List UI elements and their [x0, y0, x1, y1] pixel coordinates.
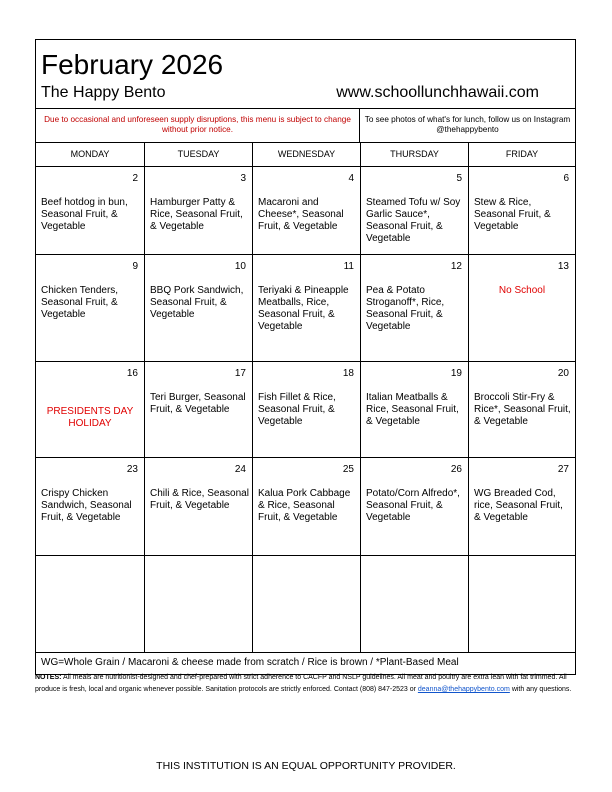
- day-cell: [36, 362, 145, 457]
- instagram-notice: To see photos of what's for lunch, follow us on Instagram @thehappybento: [364, 115, 571, 134]
- day-number: 19: [450, 368, 462, 379]
- day-cell: [145, 362, 253, 457]
- week-row: [36, 167, 575, 255]
- meal-description: WG Breaded Cod, rice, Seasonal Fruit, & Vegetable: [474, 488, 563, 523]
- day-cell: [145, 255, 253, 361]
- meal-description: Beef hotdog in bun, Seasonal Fruit, & Vegetable: [41, 197, 128, 232]
- notes-tail: with any questions.: [511, 686, 572, 693]
- day-number: 6: [563, 173, 569, 184]
- week-row: [36, 255, 575, 362]
- weekday-thursday: THURSDAY: [361, 143, 469, 166]
- equal-opportunity-statement: THIS INSTITUTION IS AN EQUAL OPPORTUNITY PROVIDER.: [156, 760, 456, 772]
- day-number: 20: [557, 368, 569, 379]
- holiday-label: PRESIDENTS DAY HOLIDAY: [46, 406, 134, 429]
- meal-description: Macaroni and Cheese*, Seasonal Fruit, & Vegetable: [258, 197, 344, 232]
- notice-row: [36, 109, 575, 143]
- meal-description: BBQ Pork Sandwich, Seasonal Fruit, & Vegetable: [150, 285, 244, 320]
- day-cell: [36, 255, 145, 361]
- day-cell: [469, 362, 575, 457]
- day-number: 24: [234, 464, 246, 475]
- meal-description: Potato/Corn Alfredo*, Seasonal Fruit, & Vegetable: [366, 488, 460, 523]
- day-number: 27: [557, 464, 569, 475]
- day-cell: [253, 458, 361, 555]
- website-url: www.schoollunchhawaii.com: [336, 84, 539, 101]
- day-number: 11: [343, 261, 354, 272]
- meal-description: Crispy Chicken Sandwich, Seasonal Fruit, & Vegetable: [41, 488, 132, 523]
- empty-day-cell: [253, 556, 361, 652]
- meal-description: Chili & Rice, Seasonal Fruit, & Vegetable: [150, 488, 249, 511]
- day-cell: [36, 458, 145, 555]
- notes-label: NOTES:: [35, 674, 62, 681]
- meal-description: Hamburger Patty & Rice, Seasonal Fruit, & Vegetable: [150, 197, 243, 232]
- supply-disruption-notice: Due to occasional and unforeseen supply disruptions, this menu is subject to change without prior notice.: [36, 109, 360, 142]
- company-name: The Happy Bento: [41, 84, 166, 101]
- empty-day-cell: [361, 556, 469, 652]
- meal-description: Pea & Potato Stroganoff*, Rice, Seasonal Fruit, & Vegetable: [366, 285, 445, 332]
- day-number: 13: [557, 261, 569, 272]
- menu-legend: WG=Whole Grain / Macaroni & cheese made from scratch / Rice is brown / *Plant-Based Meal: [41, 657, 459, 668]
- day-number: 9: [132, 261, 138, 272]
- meal-description: Italian Meatballs & Rice, Seasonal Fruit, & Vegetable: [366, 392, 459, 427]
- day-number: 2: [132, 173, 138, 184]
- weekday-wednesday: WEDNESDAY: [253, 143, 361, 166]
- day-cell: [145, 167, 253, 254]
- day-number: 23: [126, 464, 138, 475]
- day-cell: [469, 458, 575, 555]
- day-number: 25: [342, 464, 354, 475]
- day-cell: [253, 362, 361, 457]
- week-row: [36, 458, 575, 556]
- menu-calendar: [35, 39, 576, 675]
- meal-description: Fish Fillet & Rice, Seasonal Fruit, & Vegetable: [258, 392, 336, 427]
- day-cell: [469, 167, 575, 254]
- day-number: 18: [342, 368, 354, 379]
- empty-day-cell: [469, 556, 575, 652]
- day-cell: [36, 167, 145, 254]
- empty-day-cell: [36, 556, 145, 652]
- day-number: 4: [348, 173, 354, 184]
- day-cell: [361, 458, 469, 555]
- empty-day-cell: [145, 556, 253, 652]
- day-number: 12: [450, 261, 462, 272]
- weekday-header-row: [36, 143, 575, 167]
- meal-description: Broccoli Stir-Fry & Rice*, Seasonal Fruit, & Vegetable: [474, 392, 571, 427]
- meal-description: Teri Burger, Seasonal Fruit, & Vegetable: [150, 392, 246, 415]
- menu-header: [36, 40, 575, 109]
- weekday-tuesday: TUESDAY: [145, 143, 253, 166]
- week-row: [36, 362, 575, 458]
- day-cell: [469, 255, 575, 361]
- page-title: February 2026: [41, 49, 224, 80]
- meal-description: Stew & Rice, Seasonal Fruit, & Vegetable: [474, 197, 551, 232]
- notes-text: All meals are nutritionist-designed and chef-prepared with strict adherence to CACFP and NSLP guidelines. All meat and poultry are extra lean with fat trimmed. All produce is fresh, local and organic whenever possible. Sanitation protocols are strictly enforced. Contact (808) 847-2523 or: [35, 674, 567, 693]
- meal-description: Steamed Tofu w/ Soy Garlic Sauce*, Seasonal Fruit, & Vegetable: [366, 197, 461, 244]
- day-number: 16: [126, 368, 138, 379]
- day-cell: [361, 167, 469, 254]
- day-cell: [145, 458, 253, 555]
- day-number: 10: [234, 261, 246, 272]
- meal-description: Chicken Tenders, Seasonal Fruit, & Vegetable: [41, 285, 119, 320]
- day-number: 3: [240, 173, 246, 184]
- notes-section: [35, 672, 580, 696]
- day-cell: [253, 255, 361, 361]
- contact-email-link[interactable]: deanna@thehappybento.com: [417, 686, 510, 693]
- meal-description: Teriyaki & Pineapple Meatballs, Rice, Seasonal Fruit, & Vegetable: [258, 285, 349, 332]
- day-number: 26: [450, 464, 462, 475]
- day-cell: [361, 255, 469, 361]
- weekday-monday: MONDAY: [36, 143, 145, 166]
- empty-week-row: [36, 556, 575, 653]
- no-school-label: No School: [498, 285, 546, 296]
- meal-description: Kalua Pork Cabbage & Rice, Seasonal Fruit, & Vegetable: [258, 488, 351, 523]
- weekday-friday: FRIDAY: [505, 149, 539, 159]
- day-cell: [253, 167, 361, 254]
- day-cell: [361, 362, 469, 457]
- day-number: 17: [234, 368, 246, 379]
- day-number: 5: [456, 173, 462, 184]
